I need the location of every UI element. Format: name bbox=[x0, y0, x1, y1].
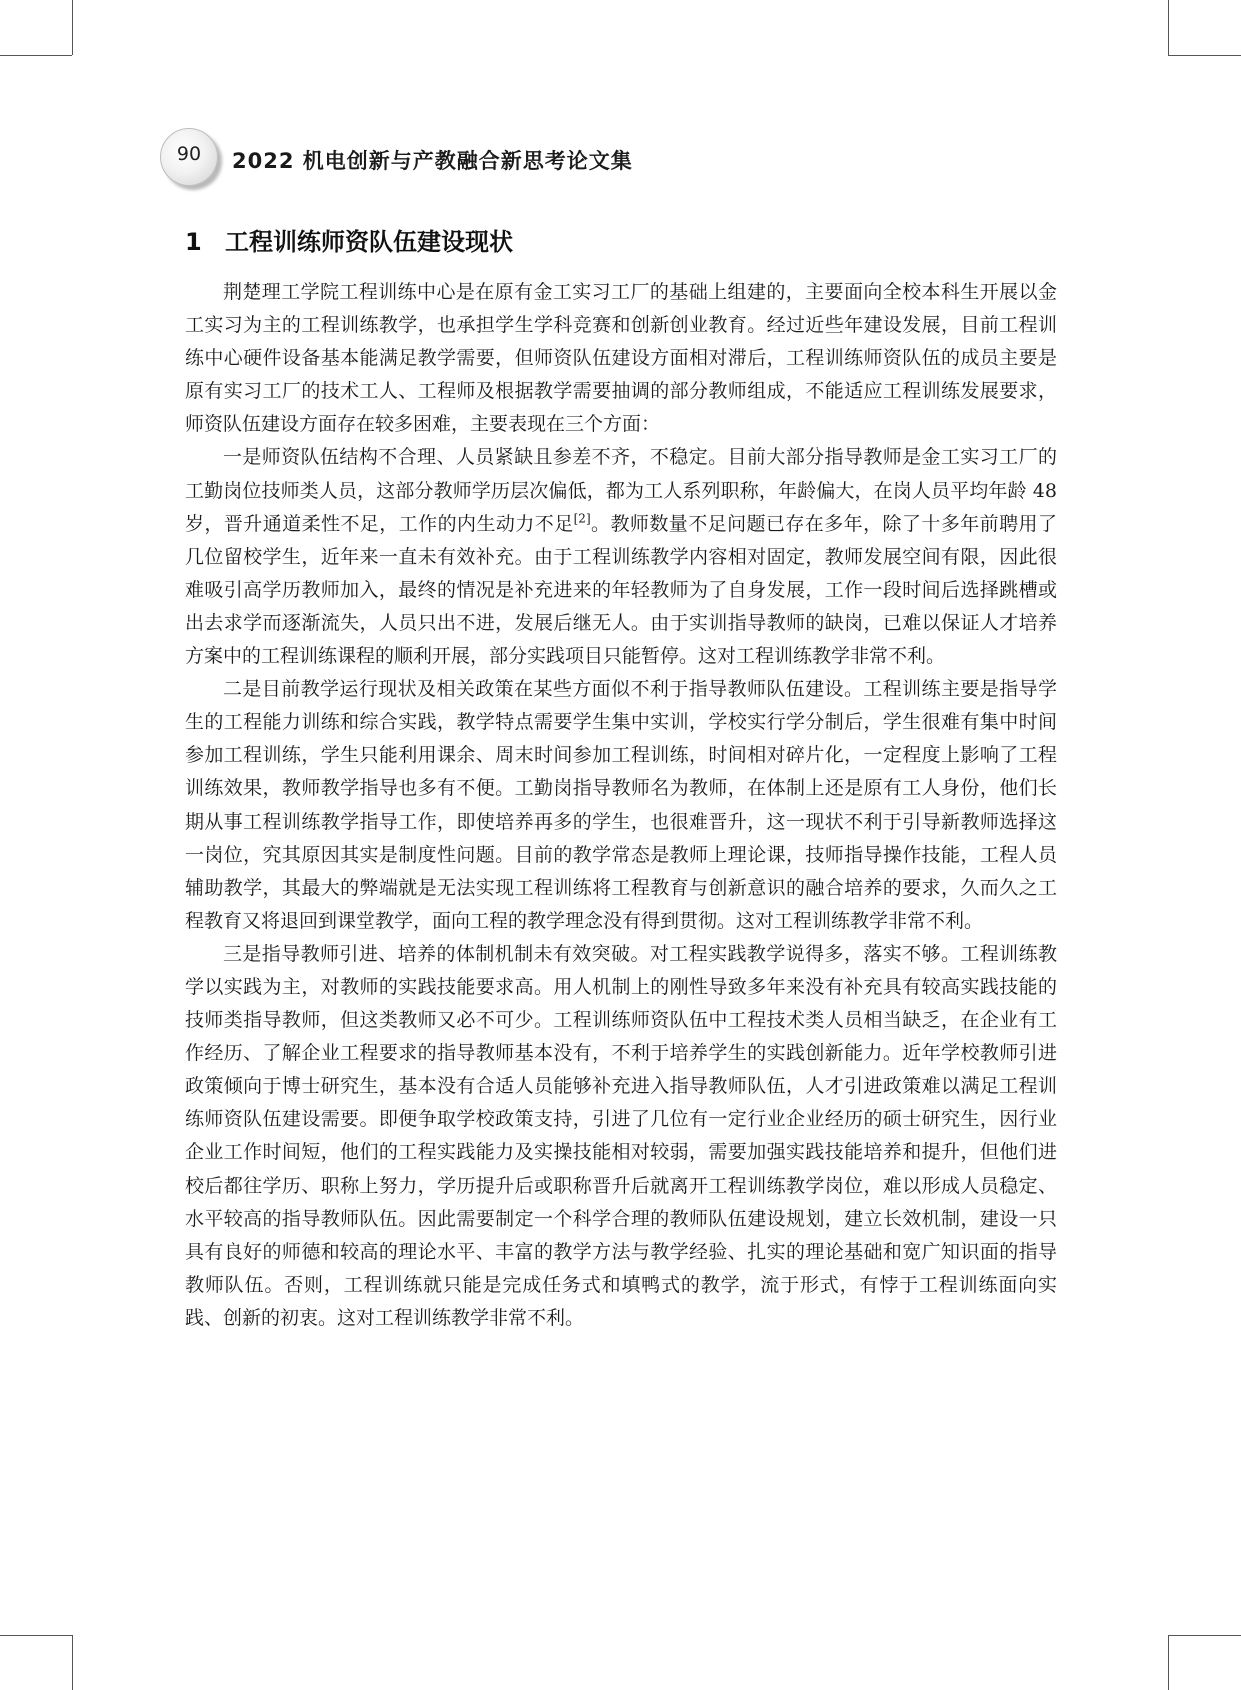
paragraph-point-one-text: 一是师资队伍结构不合理、人员紧缺且参差不齐，不稳定。目前大部分指导教师是金工实习工厂的工勤岗位技师类人员，这部分教师学历层次偏低，都为工人系列职称，年龄偏大，在岗人员平均年龄 48 岁，晋升通道柔性不足，工作的内生动力不足 bbox=[185, 446, 1057, 535]
crop-mark-bottom-left-horizontal bbox=[0, 1635, 72, 1636]
crop-mark-top-right-vertical bbox=[1168, 0, 1169, 55]
paragraph-intro: 荆楚理工学院工程训练中心是在原有金工实习工厂的基础上组建的，主要面向全校本科生开展以金工实习为主的工程训练教学，也承担学生学科竞赛和创新创业教育。经过近些年建设发展，目前工程训练中心硬件设备基本能满足教学需要，但师资队伍建设方面相对滞后，工程训练师资队伍的成员主要是原有实习工厂的技术工人、工程师及根据教学需要抽调的部分教师组成，不能适应工程训练发展要求，师资队伍建设方面存在较多困难，主要表现在三个方面： bbox=[185, 281, 1057, 436]
page-number: 90 bbox=[176, 143, 202, 165]
paragraph-point-one bbox=[185, 441, 1057, 673]
crop-mark-bottom-left-vertical bbox=[72, 1635, 73, 1690]
running-title: 2022 机电创新与产教融合新思考论文集 bbox=[232, 149, 633, 173]
paragraph-point-two: 二是目前教学运行现状及相关政策在某些方面似不利于指导教师队伍建设。工程训练主要是指导学生的工程能力训练和综合实践，教学特点需要学生集中实训，学校实行学分制后，学生很难有集中时间参加工程训练，学生只能利用课余、周末时间参加工程训练，时间相对碎片化，一定程度上影响了工程训练效果，教师教学指导也多有不便。工勤岗指导教师名为教师，在体制上还是原有工人身份，他们长期从事工程训练教学指导工作，即使培养再多的学生，也很难晋升，这一现状不利于引导新教师选择这一岗位，究其原因其实是制度性问题。目前的教学常态是教师上理论课，技师指导操作技能，工程人员辅助教学，其最大的弊端就是无法实现工程训练将工程教育与创新意识的融合培养的要求，久而久之工程教育又将退回到课堂教学，面向工程的教学理念没有得到贯彻。这对工程训练教学非常不利。 bbox=[185, 678, 1057, 932]
crop-mark-top-left-vertical bbox=[72, 0, 73, 55]
crop-mark-top-right-horizontal bbox=[1168, 55, 1241, 56]
citation-marker: [2] bbox=[573, 511, 591, 526]
body-text bbox=[185, 276, 1057, 1335]
section-heading bbox=[185, 222, 513, 257]
crop-mark-top-left-horizontal bbox=[0, 55, 72, 56]
crop-mark-bottom-right-vertical bbox=[1168, 1635, 1169, 1690]
section-number: 1 bbox=[185, 228, 202, 256]
crop-mark-bottom-right-horizontal bbox=[1168, 1635, 1241, 1636]
page-number-badge bbox=[160, 128, 218, 186]
section-title: 工程训练师资队伍建设现状 bbox=[225, 228, 513, 256]
paragraph-point-three: 三是指导教师引进、培养的体制机制未有效突破。对工程实践教学说得多，落实不够。工程训练教学以实践为主，对教师的实践技能要求高。用人机制上的刚性导致多年来没有补充具有较高实践技能的技师类指导教师，但这类教师又必不可少。工程训练师资队伍中工程技术类人员相当缺乏，在企业有工作经历、了解企业工程要求的指导教师基本没有，不利于培养学生的实践创新能力。近年学校教师引进政策倾向于博士研究生，基本没有合适人员能够补充进入指导教师队伍，人才引进政策难以满足工程训练师资队伍建设需要。即便争取学校政策支持，引进了几位有一定行业企业经历的硕士研究生，因行业企业工作时间短，他们的工程实践能力及实操技能相对较弱，需要加强实践技能培养和提升，但他们进校后都往学历、职称上努力，学历提升后或职称晋升后就离开工程训练教学岗位，难以形成人员稳定、水平较高的指导教师队伍。因此需要制定一个科学合理的教师队伍建设规划，建立长效机制，建设一只具有良好的师德和较高的理论水平、丰富的教学方法与教学经验、扎实的理论基础和宽广知识面的指导教师队伍。否则，工程训练就只能是完成任务式和填鸭式的教学，流于形式，有悖于工程训练面向实践、创新的初衷。这对工程训练教学非常不利。 bbox=[185, 942, 1057, 1329]
paragraph-point-one-text-continued: 。教师数量不足问题已存在多年，除了十多年前聘用了几位留校学生，近年来一直未有效补充。由于工程训练教学内容相对固定，教师发展空间有限，因此很难吸引高学历教师加入，最终的情况是补充进来的年轻教师为了自身发展，工作一段时间后选择跳槽或出去求学而逐渐流失，人员只出不进，发展后继无人。由于实训指导教师的缺岗，已难以保证人才培养方案中的工程训练课程的顺利开展，部分实践项目只能暂停。这对工程训练教学非常不利。 bbox=[185, 512, 1057, 668]
